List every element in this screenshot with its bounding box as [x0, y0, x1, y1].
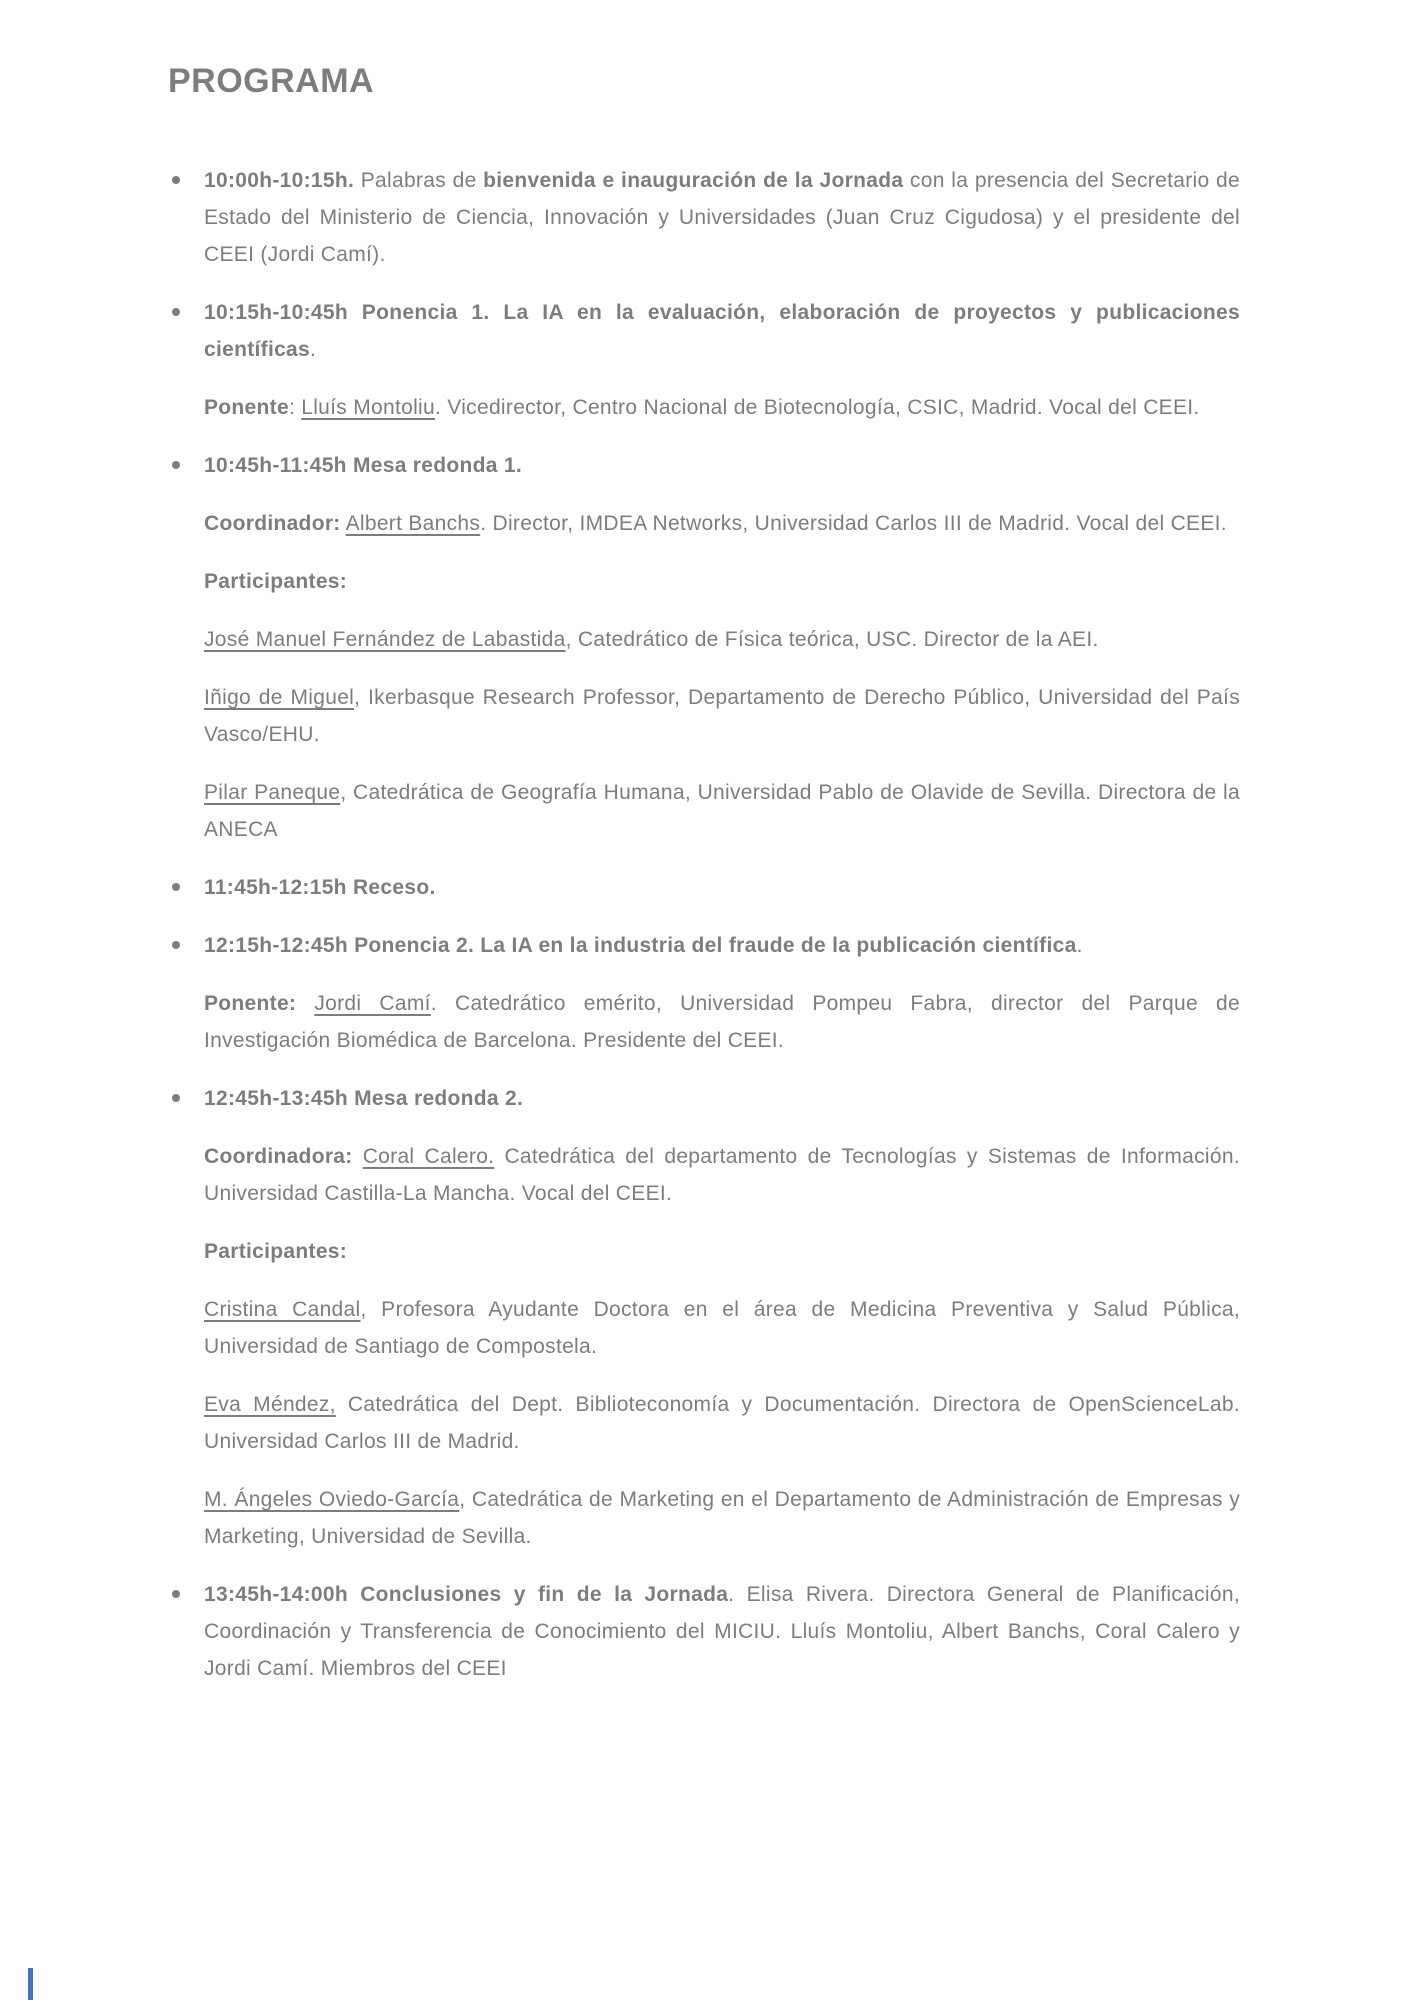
agenda-detail	[168, 1481, 1240, 1555]
person-name-link[interactable]: M. Ángeles Oviedo-García	[204, 1488, 460, 1511]
bullet-icon	[172, 941, 180, 949]
body-text: , Catedrática de Geografía Humana, Universidad Pablo de Olavide de Sevilla. Directora de la ANECA	[204, 781, 1241, 841]
emphasis-text: Coordinador:	[204, 512, 341, 535]
bullet-icon	[172, 883, 180, 891]
agenda-detail	[168, 985, 1240, 1059]
agenda-detail	[168, 1138, 1240, 1212]
emphasis-text: 10:00h-10:15h.	[204, 169, 355, 192]
body-text: , Catedrática de Marketing en el Departamento de Administración de Empresas y Marketing, Universidad de Sevilla.	[204, 1488, 1241, 1548]
emphasis-text: Ponente:	[204, 992, 297, 1015]
body-text: . Catedrático emérito, Universidad Pompeu Fabra, director del Parque de Investigación Biomédica de Barcelona. Presidente del CEEI.	[204, 992, 1241, 1052]
agenda-list	[168, 162, 1240, 1687]
agenda-detail	[168, 621, 1240, 658]
emphasis-text: Ponente	[204, 396, 289, 419]
person-name-link[interactable]: Eva Méndez,	[204, 1393, 336, 1416]
emphasis-text: Participantes:	[204, 570, 348, 593]
agenda-detail	[168, 679, 1240, 753]
body-text: :	[288, 396, 302, 419]
body-text: , Ikerbasque Research Professor, Departamento de Derecho Público, Universidad del País Vasco/EHU.	[204, 686, 1240, 746]
person-name-link[interactable]: José Manuel Fernández de Labastida	[204, 628, 566, 651]
body-text: Palabras de	[354, 169, 484, 192]
emphasis-text: 10:15h-10:45h Ponencia 1. La IA en la evaluación, elaboración de proyectos y publicaciones científicas	[204, 301, 1240, 361]
emphasis-text: Coordinadora:	[204, 1145, 353, 1168]
body-text: Catedrática del departamento de Tecnologías y Sistemas de Información. Universidad Castilla-La Mancha. Vocal del CEEI.	[204, 1145, 1240, 1205]
agenda-item	[168, 162, 1240, 273]
emphasis-text: 13:45h-14:00h Conclusiones y fin de la Jornada	[204, 1583, 729, 1606]
body-text	[296, 992, 314, 1015]
body-text: .	[310, 338, 317, 361]
body-text: con la presencia del Secretario de Estado del Ministerio de Ciencia, Innovación y Universidades (Juan Cruz Cigudosa) y el presidente del CEEI (Jordi Camí).	[204, 169, 1240, 266]
person-name-link[interactable]: Cristina Candal	[204, 1298, 361, 1321]
person-name-link[interactable]: Jordi Camí	[314, 992, 431, 1015]
bullet-icon	[172, 461, 180, 469]
emphasis-text: 11:45h-12:15h Receso.	[204, 876, 436, 899]
person-name-link[interactable]: Lluís Montoliu	[301, 396, 436, 419]
person-name-link[interactable]: Pilar Paneque	[204, 781, 341, 804]
document-content	[168, 60, 1240, 1687]
agenda-item	[168, 1576, 1240, 1687]
person-name-link[interactable]: Coral Calero.	[362, 1145, 495, 1168]
person-name-link[interactable]: Albert Banchs	[345, 512, 481, 535]
agenda-item	[168, 869, 1240, 906]
agenda-item	[168, 447, 1240, 484]
agenda-detail	[168, 389, 1240, 426]
agenda-item	[168, 927, 1240, 964]
agenda-detail	[168, 1386, 1240, 1460]
page-corner-mark	[28, 1968, 33, 2000]
agenda-detail	[168, 1291, 1240, 1365]
emphasis-text: 12:45h-13:45h Mesa redonda 2.	[204, 1087, 524, 1110]
body-text: . Director, IMDEA Networks, Universidad Carlos III de Madrid. Vocal del CEEI.	[480, 512, 1227, 535]
body-text: . Elisa Rivera. Directora General de Planificación, Coordinación y Transferencia de Conocimiento del MICIU. Lluís Montoliu, Albert Banchs, Coral Calero y Jordi Camí. Miembros del CEEI	[204, 1583, 1240, 1680]
emphasis-text: 12:15h-12:45h Ponencia 2. La IA en la industria del fraude de la publicación científica	[204, 934, 1077, 957]
body-text	[353, 1145, 363, 1168]
bullet-icon	[172, 1590, 180, 1598]
emphasis-text: 10:45h-11:45h Mesa redonda 1.	[204, 454, 522, 477]
body-text: .	[1076, 934, 1083, 957]
body-text: , Catedrático de Física teórica, USC. Director de la AEI.	[565, 628, 1099, 651]
agenda-detail	[168, 563, 1240, 600]
bullet-icon	[172, 176, 180, 184]
bullet-icon	[172, 308, 180, 316]
emphasis-text: Participantes:	[204, 1240, 348, 1263]
emphasis-text: bienvenida e inauguración de la Jornada	[483, 169, 904, 192]
body-text: . Vicedirector, Centro Nacional de Biotecnología, CSIC, Madrid. Vocal del CEEI.	[435, 396, 1200, 419]
body-text: Catedrática del Dept. Biblioteconomía y Documentación. Directora de OpenScienceLab. Universidad Carlos III de Madrid.	[204, 1393, 1240, 1453]
agenda-item	[168, 1080, 1240, 1117]
agenda-item	[168, 294, 1240, 368]
page-title: PROGRAMA	[168, 62, 375, 100]
bullet-icon	[172, 1094, 180, 1102]
agenda-detail	[168, 1233, 1240, 1270]
body-text: , Profesora Ayudante Doctora en el área de Medicina Preventiva y Salud Pública, Universidad de Santiago de Compostela.	[204, 1298, 1240, 1358]
person-name-link[interactable]: Iñigo de Miguel	[204, 686, 355, 709]
agenda-detail	[168, 774, 1240, 848]
agenda-detail	[168, 505, 1240, 542]
